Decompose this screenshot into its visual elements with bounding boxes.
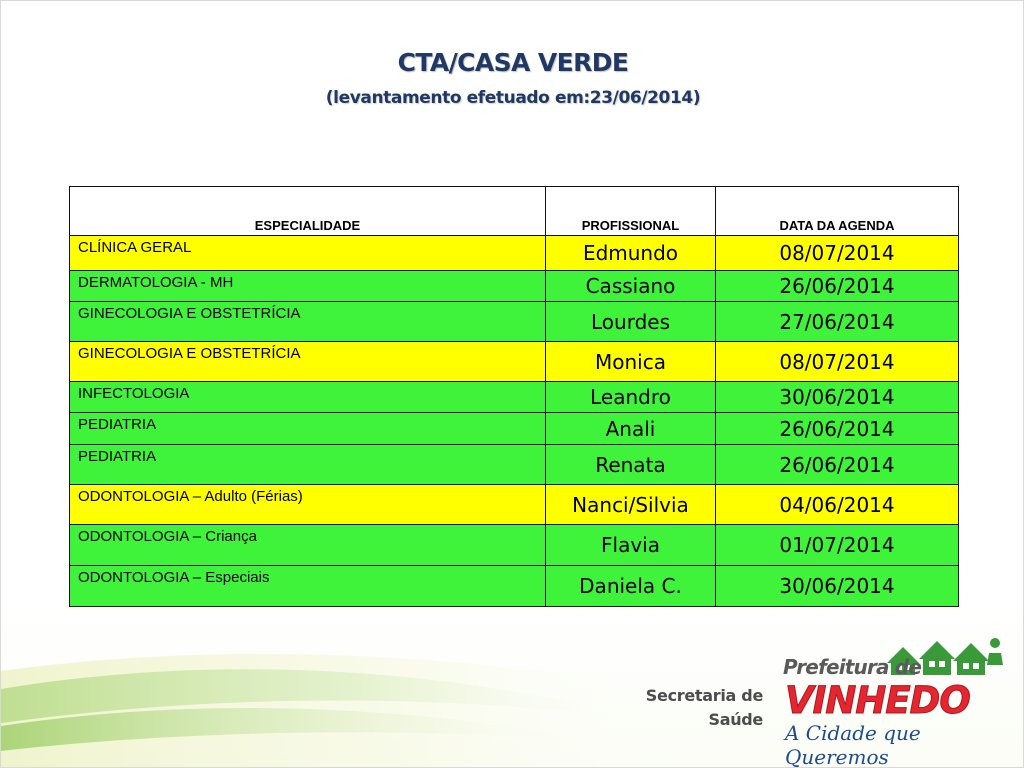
cell-profissional: Renata [546, 445, 716, 485]
header-profissional: PROFISSIONAL [546, 187, 716, 236]
secretaria-label [637, 684, 763, 732]
table-header-row [70, 187, 959, 236]
cell-especialidade: GINECOLOGIA E OBSTETRÍCIA [70, 342, 546, 382]
cell-data: 04/06/2014 [716, 485, 959, 525]
logo-prefeitura-text: Prefeitura de [783, 655, 922, 679]
table-row [70, 271, 959, 302]
table-row [70, 525, 959, 566]
cell-data: 30/06/2014 [716, 566, 959, 607]
cell-profissional: Anali [546, 413, 716, 445]
table-row [70, 342, 959, 382]
cell-data: 08/07/2014 [716, 342, 959, 382]
cell-especialidade: GINECOLOGIA E OBSTETRÍCIA [70, 302, 546, 342]
secretaria-line1: Secretaria de [645, 686, 763, 705]
cell-profissional: Daniela C. [546, 566, 716, 607]
table-row [70, 413, 959, 445]
cell-profissional: Leandro [546, 382, 716, 413]
header-data-agenda: DATA DA AGENDA [716, 187, 959, 236]
cell-profissional: Edmundo [546, 236, 716, 271]
logo-city-text: VINHEDO [785, 679, 970, 722]
table-row [70, 445, 959, 485]
cell-especialidade: ODONTOLOGIA – Adulto (Férias) [70, 485, 546, 525]
table-row [70, 382, 959, 413]
logo-slogan-text: A Cidade que Queremos [785, 721, 921, 768]
cell-data: 30/06/2014 [716, 382, 959, 413]
cell-especialidade: ODONTOLOGIA – Criança [70, 525, 546, 566]
header-especialidade: ESPECIALIDADE [70, 187, 546, 236]
table-row [70, 485, 959, 525]
agenda-table [69, 186, 959, 607]
cell-data: 08/07/2014 [716, 236, 959, 271]
cell-profissional: Monica [546, 342, 716, 382]
cell-data: 26/06/2014 [716, 271, 959, 302]
cell-especialidade: ODONTOLOGIA – Especiais [70, 566, 546, 607]
cell-data: 26/06/2014 [716, 445, 959, 485]
secretaria-line2: Saúde [708, 710, 763, 729]
page-subtitle: (levantamento efetuado em:23/06/2014) [325, 88, 701, 108]
vinhedo-logo [781, 633, 1009, 768]
table-row [70, 302, 959, 342]
table-row [70, 236, 959, 271]
cell-data: 01/07/2014 [716, 525, 959, 566]
cell-profissional: Lourdes [546, 302, 716, 342]
cell-especialidade: DERMATOLOGIA - MH [70, 271, 546, 302]
cell-especialidade: CLÍNICA GERAL [70, 236, 546, 271]
cell-profissional: Cassiano [546, 271, 716, 302]
cell-data: 27/06/2014 [716, 302, 959, 342]
cell-profissional: Nanci/Silvia [546, 485, 716, 525]
cell-especialidade: PEDIATRIA [70, 445, 546, 485]
cell-data: 26/06/2014 [716, 413, 959, 445]
cell-especialidade: PEDIATRIA [70, 413, 546, 445]
cell-profissional: Flavia [546, 525, 716, 566]
cell-especialidade: INFECTOLOGIA [70, 382, 546, 413]
page-title: CTA/CASA VERDE [397, 48, 629, 77]
